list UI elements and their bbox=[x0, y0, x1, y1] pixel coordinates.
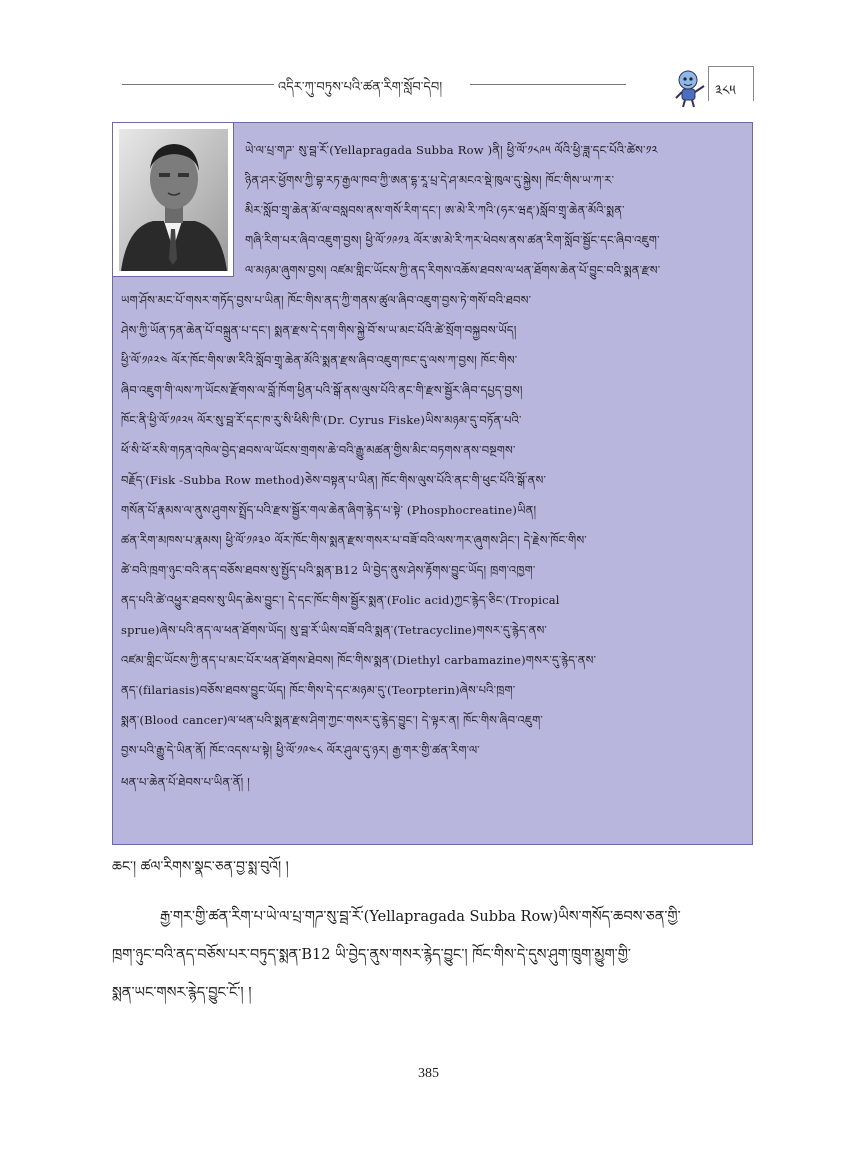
bio-line: ཚན་རིག་མཁས་པ་རྣམས། ཕྱི་ལོ་༡༩༣༠ ལོར་ཁོང་གིས་སྨན་རྫས་གསར་པ་བཟོ་བའི་ལས་ཀར་ཞུགས་ཤིང་། དེ་རྗེས་ཁོང་གིས་ bbox=[121, 533, 587, 547]
body-text-line: རྒྱ་གར་གྱི་ཚན་རིག་པ་ཡེ་ལ་པྲ་གཌ་སུ་བྦ་རོ་(Yellapragada Subba Row)ཡིས་གསོད་ཆབས་ཅན་གྱི་ bbox=[160, 909, 681, 925]
cartoon-mascot-icon bbox=[672, 68, 708, 108]
bio-line: ཞིབ་འཇུག་གི་ལས་ཀ་ཡོངས་རྫོགས་ལ་བློ་ཁོག་ཕྱིན་པའི་སྒོ་ནས་ལུས་པོའི་ནང་གི་རྫས་སྦྱོར་ཞིབ་དཔྱད་བྱས། bbox=[121, 383, 523, 397]
bio-line: ཕྱི་ལོ་༡༩༢༤ ལོར་ཁོང་གིས་ཨ་རིའི་སློབ་གྲྭ་ཆེན་མོའི་སྨན་རྫས་ཞིབ་འཇུག་ཁང་དུ་ལས་ཀ་བྱས། ཁོང་གིས་ bbox=[121, 353, 518, 367]
bio-line: ཤེས་ཀྱི་ཡོན་ཏན་ཆེན་པོ་བསྐྲུན་པ་དང་། སྨན་རྫས་དེ་དག་གིས་སྐྱེ་བོ་ས་ཡ་མང་པོའི་ཚེ་སྲོག་བསྐྱབས་ཡོད། bbox=[121, 323, 517, 337]
header-rule-left bbox=[122, 84, 274, 85]
bio-line: ཡེ་ལ་པྲ་གཌ་ སུ་བྦ་རོ་(Yellapragada Subba Row )ནི། ཕྱི་ལོ་༡༨༩༥ ལོའི་ཕྱི་ཟླ་དང་པོའི་ཚེས་༡༢ bbox=[245, 143, 658, 157]
bio-line: ཕན་པ་ཆེན་པོ་ཐེབས་པ་ཡིན་ནོ། ། bbox=[121, 775, 251, 789]
bio-line: ཉིན་ཤར་ཕྱོགས་ཀྱི་བྷ་རཏ་རྒྱལ་ཁབ་ཀྱི་ཨན་དྷ་རཱ་པྲ་དེ་ཤ་མངའ་སྡེ་ཁུལ་དུ་སྐྱེས། ཁོང་གིས་ཡ་ཀ་ར་ bbox=[245, 173, 615, 187]
bio-line: གཞི་རིག་པར་ཞིབ་འཇུག་བྱས། ཕྱི་ལོ་༡༩༡༣ ལོར་ཨ་མེ་རི་ཀར་ཕེབས་ནས་ཚན་རིག་སློབ་སྦྱོང་དང་ཞིབ་འཇུག་ bbox=[245, 233, 660, 247]
section-caption: ཆང་། ཚལ་རིགས་སྣང་ཅན་བྱ་སྨ་བུའོ། ། bbox=[112, 859, 289, 875]
biography-panel bbox=[112, 122, 753, 845]
bio-line: ཁོང་ནི་ཕྱི་ལོ་༡༩༢༥ ལོར་སུ་བྦ་རོ་དང་ཁ་རུ་སི་ཕིསི་ཁི་(Dr. Cyrus Fiske)ཡིས་མཉམ་དུ་བཏོན་པའི་ bbox=[121, 413, 522, 427]
bio-line: ནད་(filariasis)བཅོས་ཐབས་བྱུང་ཡོད། ཁོང་གིས་དེ་དང་མཉམ་དུ་(Teorpterin)ཞེས་པའི་ཁྲག་ bbox=[121, 683, 516, 697]
bio-line: མིར་སློབ་གྲྭ་ཆེན་མོ་ལ་བསླབས་ནས་གསོ་རིག་དང་། ཨ་མེ་རི་ཀའི་(ཧར་ཝརྡ་)སློབ་གྲྭ་ཆེན་མོའི་སྨན་ bbox=[245, 203, 625, 217]
bio-line: ནད་པའི་ཚེ་འཕྱུར་ཐབས་སུ་ཡིད་ཆེས་བྱུང་། དེ་དང་ཁོང་གིས་སྦྱོར་སྨན་(Folic acid)ཀྱང་རྙེད་ཅིང་(Tropical bbox=[121, 593, 560, 607]
page-number: 385 bbox=[418, 1066, 439, 1081]
bio-line: ཡག་ཤོས་མང་པོ་གསར་གཏོད་བྱས་པ་ཡིན། ཁོང་གིས་ནད་ཀྱི་གནས་ཚུལ་ཞིབ་འཇུག་བྱས་ཏེ་གསོ་བའི་ཐབས་ bbox=[121, 293, 532, 307]
body-text-line: ཁྲག་ཉུང་བའི་ནད་བཅོས་པར་བཏུད་སྨན་B12 ཡི་བྱེད་ནུས་གསར་རྙེད་བྱུང་། ཁོང་གིས་དེ་དུས་ཤུག་ཁྲུག་མྱུག་གྱི་ bbox=[112, 947, 631, 963]
bio-line: sprue)ཞེས་པའི་ནད་ལ་ཕན་ཐོགས་ཡོད། སུ་བྦ་རོ་ཡིས་བཟོ་བའི་སྨན་(Tetracycline)གསར་དུ་རྙེད་ནས་ bbox=[121, 623, 548, 637]
body-text-line: སྨན་ཡང་གསར་རྙེད་བྱུང་ངོ་། ། bbox=[112, 985, 252, 1001]
running-header-title: འདིར་ཀུ་བཏུས་པའི་ཚན་རིག་སློབ་དེབ། bbox=[278, 80, 443, 95]
bio-line: ལ་མཉམ་ཞུགས་བྱས། འཛམ་གླིང་ཡོངས་ཀྱི་ནད་རིགས་འཆོས་ཐབས་ལ་ཕན་ཐོགས་ཆེན་པོ་བྱུང་བའི་སྨན་རྫས་ bbox=[245, 263, 661, 277]
page-number-tibetan: ༣༨༥ bbox=[715, 83, 736, 99]
bio-line: ཕོ་སི་ཕོ་རསི་གཏན་འཁེལ་བྱེད་ཐབས་ལ་ཡོངས་གྲགས་ཆེ་བའི་རྒྱུ་མཚན་གྱིས་མིང་བཏགས་ནས་བསྔགས་ bbox=[121, 443, 516, 457]
bio-line: སྨན་(Blood cancer)ལ་ཕན་པའི་སྨན་རྫས་ཤིག་ཀྱང་གསར་དུ་རྙེད་བྱུང་། དེ་ལྟར་ན། ཁོང་གིས་ཞིབ་འཇུག་ bbox=[121, 713, 544, 727]
header-rule-right bbox=[470, 84, 626, 85]
bio-line: ཚེ་བའི་ཁྲག་ཉུང་བའི་ནད་བཅོས་ཐབས་སུ་སྤྱོད་པའི་སྨན་B12 ཡི་བྱེད་ནུས་ཤེས་རྟོགས་བྱུང་ཡོད། ཁྲག་འཁྱག་ bbox=[121, 563, 536, 577]
bio-line: གསོན་པོ་རྣམས་ལ་ནུས་ཤུགས་སྤྲོད་པའི་རྫས་སྦྱོར་གལ་ཆེན་ཞིག་རྙེད་པ་སྟེ་ (Phosphocreatine)ཡིན། bbox=[121, 503, 537, 517]
portrait-photo bbox=[113, 123, 234, 277]
bio-line: བརྗོད་(Fisk -Subba Row method)ཅེས་བསྟན་པ་ཡིན། ཁོང་གིས་ལུས་པོའི་ནང་གི་ཕུང་པོའི་སྒོ་ནས་ bbox=[121, 473, 547, 487]
page-number-box bbox=[708, 66, 754, 101]
bio-line: འཛམ་གླིང་ཡོངས་ཀྱི་ནད་པ་མང་པོར་ཕན་ཐོགས་ཐེབས། ཁོང་གིས་སྨན་(Diethyl carbamazine)གསར་དུ་རྙེད་ནས་ bbox=[121, 653, 597, 667]
bio-line: བྱས་པའི་རྒྱུ་དེ་ཡིན་ནོ། ཁོང་འདས་པ་སྟེ། ཕྱི་ལོ་༡༩༤༨ ལོར་ཤུལ་དུ་ཉར། རྒྱ་གར་གྱི་ཚན་རིག་ལ་ bbox=[121, 743, 480, 757]
